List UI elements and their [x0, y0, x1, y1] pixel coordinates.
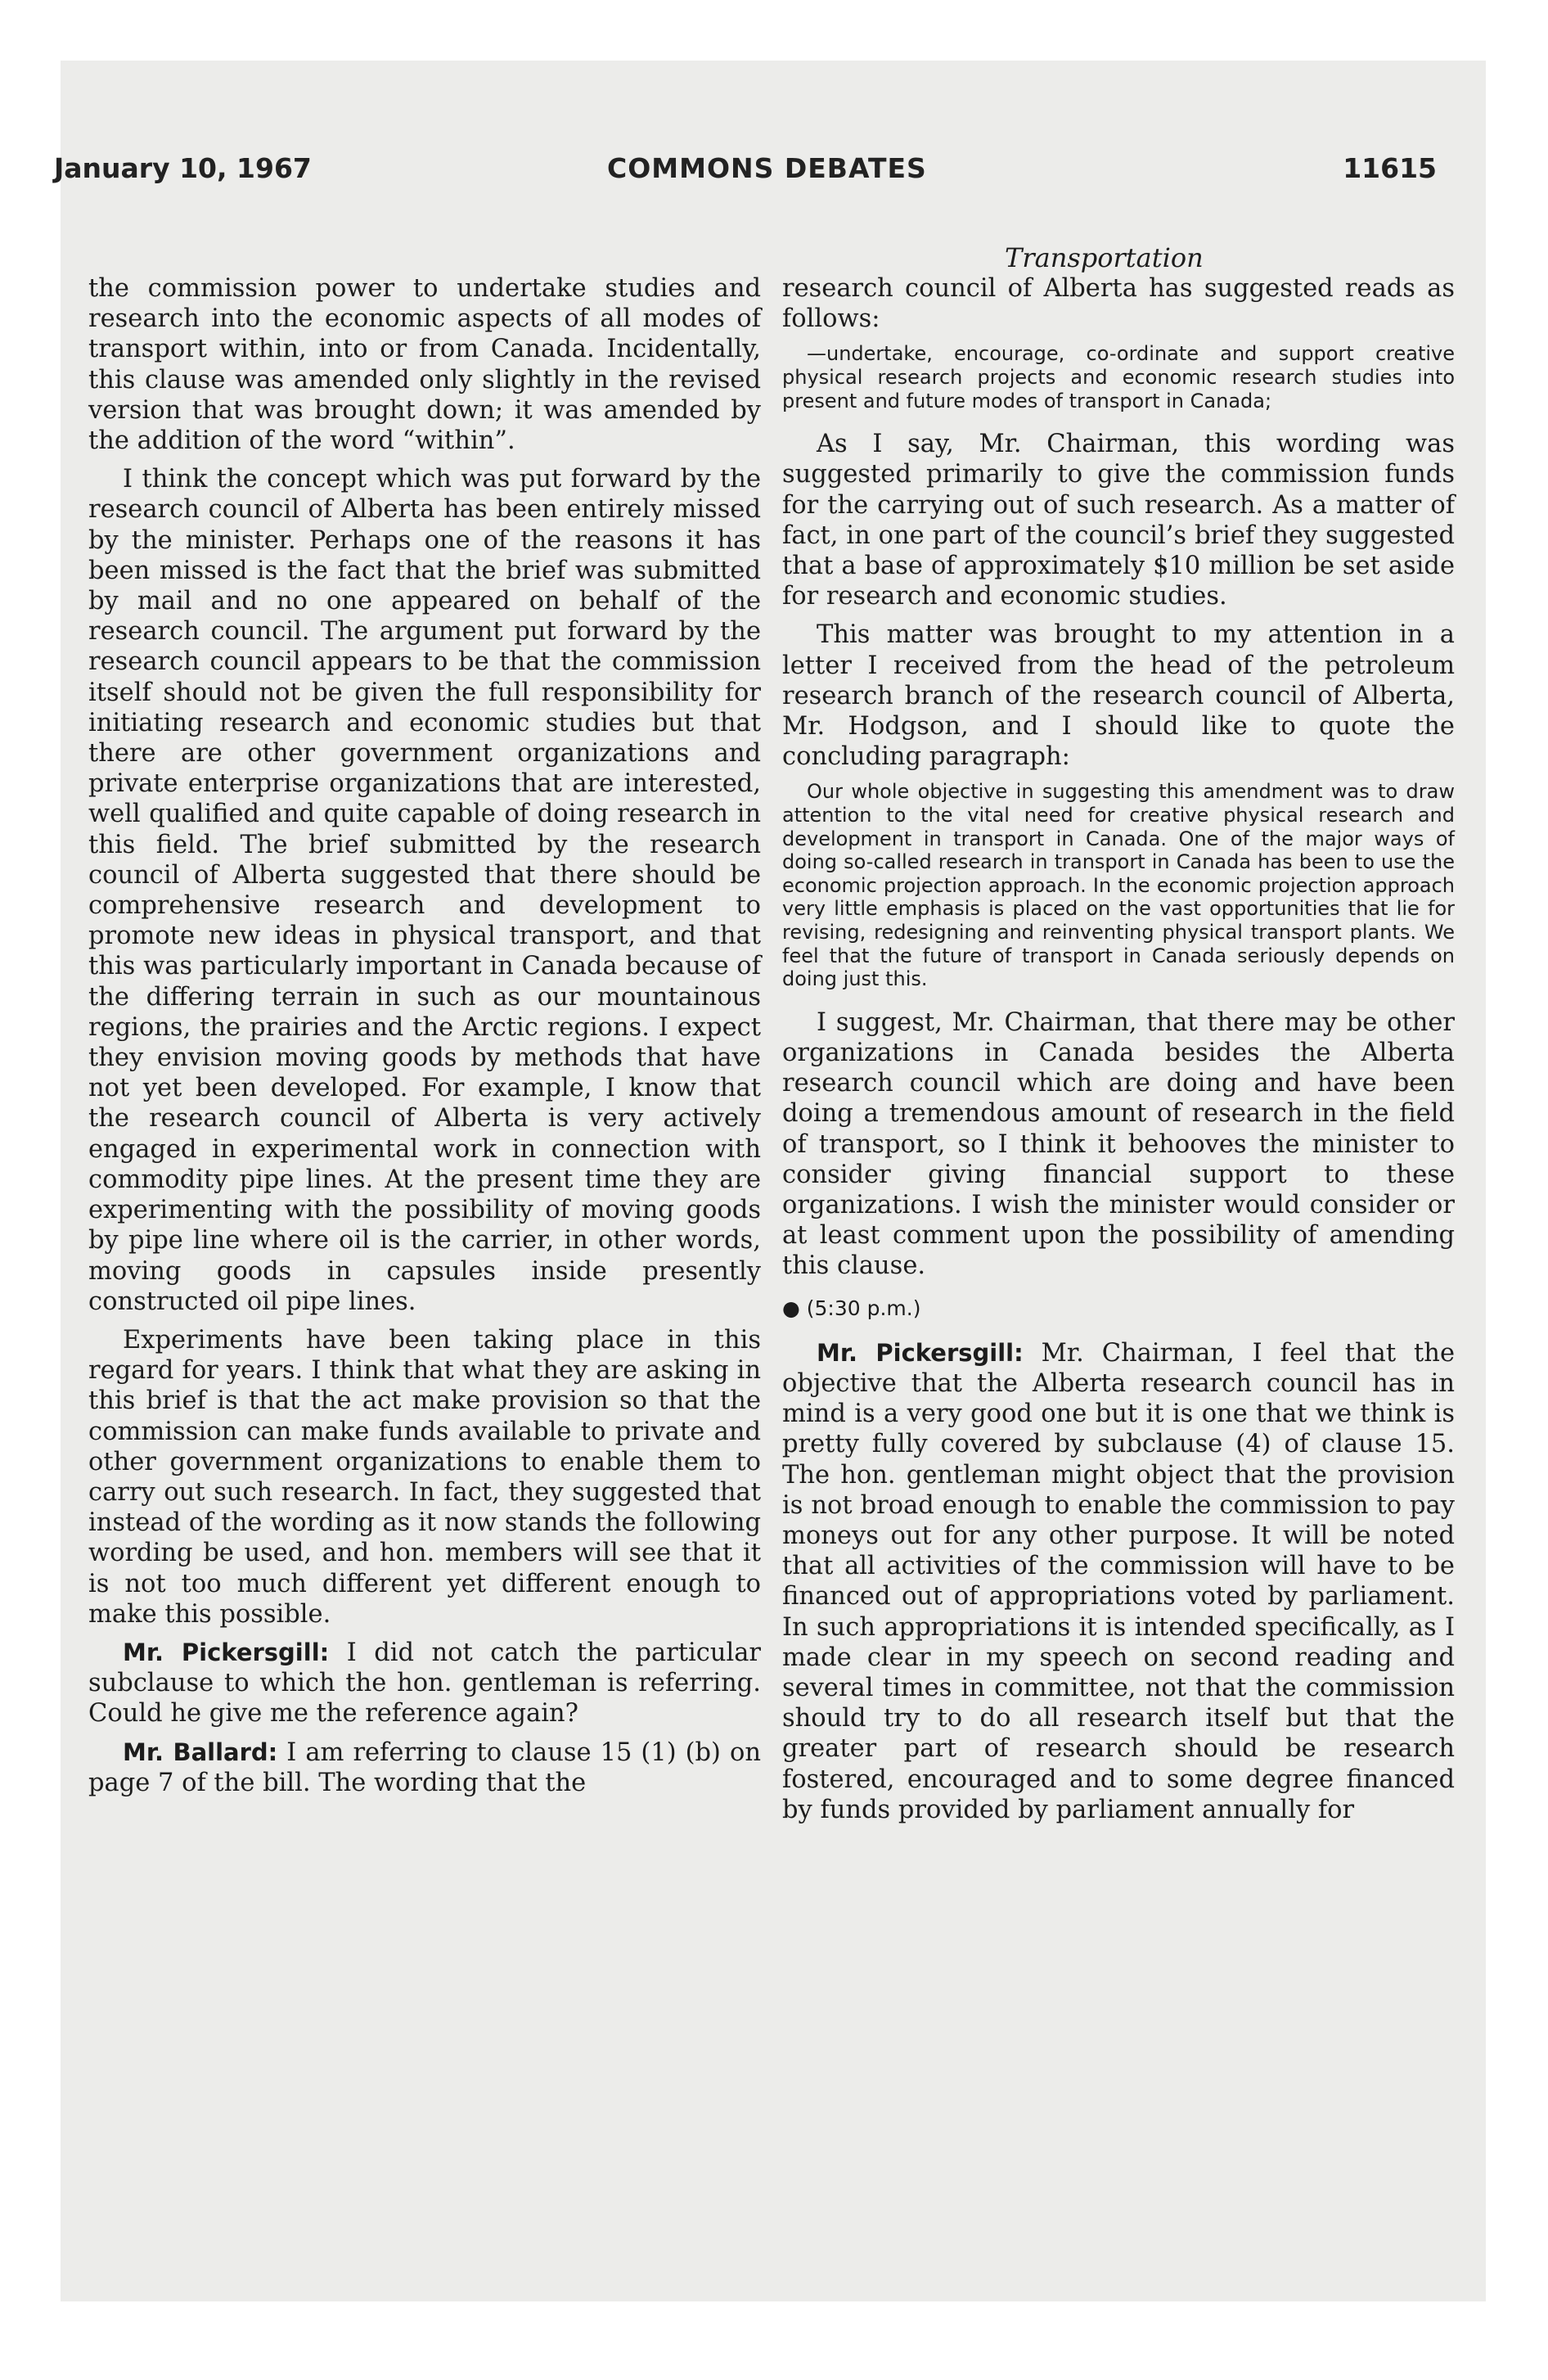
- right-paragraph-1: research council of Alberta has suggested reads as follows:: [782, 274, 1455, 334]
- speech-text: I did not catch the particular subclause to which the hon. gentleman is referring. Could he give me the reference again?: [88, 1638, 761, 1729]
- running-head: Transportation: [1005, 242, 1204, 273]
- time-stamp: ● (5:30 p.m.): [782, 1296, 921, 1320]
- left-paragraph-4: [88, 1638, 761, 1729]
- left-column: [88, 273, 761, 1806]
- left-paragraph-3: Experiments have been taking place in this regard for years. I think that what they are asking in this brief is that the act make provision so that the commission can make funds available to private and other government organizations to enable them to carry out such research. In fact, they suggested that instead of the wording as it now stands the following wording be used, and hon. members will see that it is not too much different yet different enough to make this possible.: [88, 1325, 761, 1629]
- speaker-name: Mr. Pickersgill:: [817, 1338, 1024, 1367]
- header-title: COMMONS DEBATES: [607, 152, 927, 184]
- header-page-number: 11615: [1343, 152, 1437, 184]
- left-paragraph-1: the commission power to undertake studies and research into the economic aspects of all modes of transport within, into or from Canada. Incidentally, this clause was amended only slightly in the revised version that was brought down; it was amended by the addition of the word “within”.: [88, 274, 761, 456]
- block-quote-2: Our whole objective in suggesting this amendment was to draw attention to the vital need for creative physical research and development in transport in Canada. One of the major ways of doing so-called research in transport in Canada has been to use the economic projection approach. In the economic projection approach very little emphasis is placed on the vast opportunities that lie for revising, redesigning and reinventing physical transport plants. We feel that the future of transport in Canada seriously depends on doing just this.: [782, 780, 1455, 991]
- right-paragraph-2: As I say, Mr. Chairman, this wording was suggested primarily to give the commission funds for the carrying out of such research. As a matter of fact, in one part of the council’s brief they suggested that a base of approximately $10 million be set aside for research and economic studies.: [782, 430, 1455, 611]
- right-column: [782, 273, 1455, 1833]
- speaker-name: Mr. Ballard:: [123, 1738, 278, 1766]
- block-quote-1: —undertake, encourage, co-ordinate and support creative physical research projects and economic research studies into present and future modes of transport in Canada;: [782, 342, 1455, 412]
- right-paragraph-5: [782, 1338, 1455, 1825]
- right-paragraph-4: I suggest, Mr. Chairman, that there may be other organizations in Canada besides the Alberta research council which are doing and have been doing a tremendous amount of research in the field of transport, so I think it behooves the minister to consider giving financial support to these organizations. I wish the minister would consider or at least comment upon the possibility of amending this clause.: [782, 1007, 1455, 1281]
- header-date: January 10, 1967: [54, 152, 312, 184]
- speech-text: Mr. Chairman, I feel that the objective that the Alberta research council has in mind is a very good one but it is one that we think is pretty fully covered by subclause (4) of clause 15. The hon. gentleman might object that the provision is not broad enough to enable the commission to pay moneys out for any other purpose. It will be noted that all activities of the commission will have to be financed out of appropriations voted by parliament. In such appropriations it is intended specifically, as I made clear in my speech on second reading and several times in committee, not that the commission should try to do all research itself but that the greater part of research should be research fostered, encouraged and to some degree financed by funds provided by parliament annually for: [782, 1338, 1455, 1824]
- speaker-name: Mr. Pickersgill:: [123, 1638, 330, 1666]
- right-paragraph-3: This matter was brought to my attention in a letter I received from the head of the petroleum research branch of the research council of Alberta, Mr. Hodgson, and I should like to quote the concluding paragraph:: [782, 620, 1455, 772]
- left-paragraph-5: [88, 1738, 761, 1798]
- left-paragraph-2: I think the concept which was put forward by the research council of Alberta has been entirely missed by the minister. Perhaps one of the reasons it has been missed is the fact that the brief was submitted by mail and no one appeared on behalf of the research council. The argument put forward by the research council appears to be that the commission itself should not be given the full responsibility for initiating research and economic studies but that there are other government organizations and private enterprise organizations that are interested, well qualified and quite capable of doing research in this field. The brief submitted by the research council of Alberta suggested that there should be comprehensive research and development to promote new ideas in physical transport, and that this was particularly important in Canada because of the differing terrain in such as our mountainous regions, the prairies and the Arctic regions. I expect they envision moving goods by methods that have not yet been developed. For example, I know that the research council of Alberta is very actively engaged in experimental work in connection with commodity pipe lines. At the present time they are experimenting with the possibility of moving goods by pipe line where oil is the carrier, in other words, moving goods in capsules inside presently constructed oil pipe lines.: [88, 465, 761, 1316]
- page-header: [54, 152, 1440, 193]
- speech-text: I am referring to clause 15 (1) (b) on page 7 of the bill. The wording that the: [88, 1738, 761, 1797]
